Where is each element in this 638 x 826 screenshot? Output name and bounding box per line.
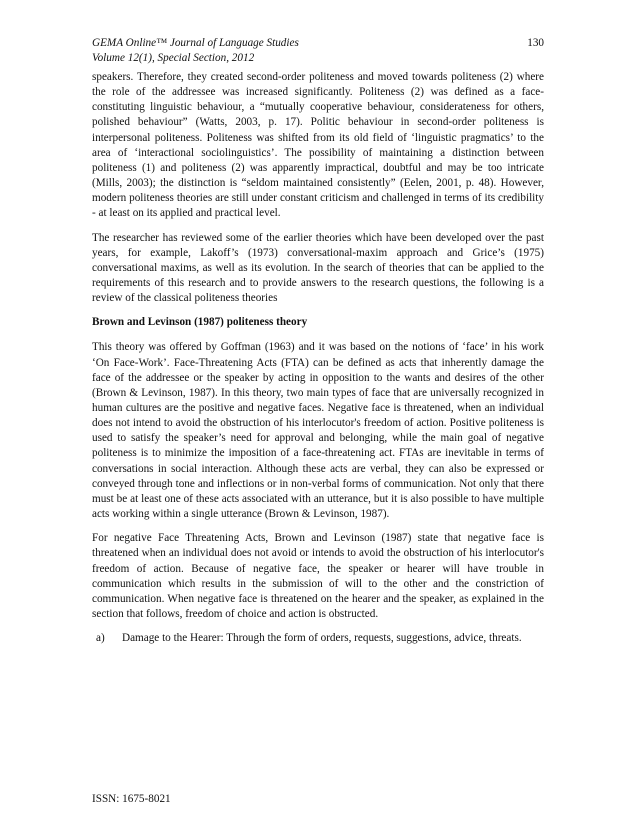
body-text: [92, 70, 544, 646]
paragraph-4: For negative Face Threatening Acts, Brown and Levinson (1987) state that negative face is threatened when an individual does not avoid or intends to avoid the obstruction of his interlocutor's freedom of action. Because of negative face, the speaker or hearer will have trouble in communication which results in the submission of will to the other and the constriction of communication. When negative face is threatened on the hearer and the speaker, as explained in the section that follows, freedom of choice and action is obstructed.: [92, 532, 544, 620]
running-header: [92, 36, 544, 66]
list-item-text: Damage to the Hearer: Through the form of orders, requests, suggestions, advice, threats.: [122, 632, 522, 645]
list-item: [96, 631, 544, 646]
paragraph-3: This theory was offered by Goffman (1963) and it was based on the notions of ‘face’ in his work ‘On Face-Work’. Face-Threatening Acts (FTA) can be defined as acts that inherently damage the face of the addressee or the speaker by acting in opposition to the wants and desires of the other (Brown & Levinson, 1987). In this theory, two main types of face that are universally recognized in human cultures are the positive and negative faces. Negative face is threatened, when an individual does not intend to avoid the obstruction of his interlocutor's freedom of action. Positive politeness is used to satisfy the speaker’s need for approval and belonging, while the main goal of negative politeness is to minimize the imposition of a face-threatening act. FTAs are inevitable in terms of conversations in social interaction. Although these acts are verbal, they can also be expressed or conveyed through tone and inflections or in non-verbal forms of communication. Not only that there must be at least one of these acts associated with an utterance, but it is also possible to have multiple acts working within a single utterance (Brown & Levinson, 1987).: [92, 341, 544, 521]
list-item-marker: a): [96, 632, 105, 645]
paragraph-2: The researcher has reviewed some of the earlier theories which have been developed over the past years, for example, Lakoff’s (1973) conversational-maxim approach and Grice’s (1975) conversational maxims, as well as its evolution. In the search of theories that can be applied to the requirements of this research and to provide answers to the research questions, the following is a review of the classical politeness theories: [92, 231, 544, 305]
journal-title: GEMA Online™ Journal of Language Studies: [92, 37, 299, 49]
section-heading: Brown and Levinson (1987) politeness theory: [92, 316, 308, 329]
footer-issn: ISSN: 1675-8021: [92, 793, 171, 805]
paragraph-1: speakers. Therefore, they created second-order politeness and moved towards politeness (2) where the role of the addressee was increased significantly. Politeness (2) was defined as a face-constituting linguistic behaviour, a “mutually cooperative behaviour, considerateness for others, polished behaviour” (Watts, 2003, p. 17). Politic behaviour in second-order politeness is interpersonal politeness. Politeness was shifted from its old field of ‘linguistic pragmatics’ to the area of ‘interactional sociolinguistics’. The possibility of maintaining a distinction between politeness (1) and politeness (2) was apparently impractical, doubtful and may be too intricate (Mills, 2003); the distinction is “seldom maintained consistently” (Eelen, 2001, p. 48). However, modern politeness theories are still under constant criticism and challenged in terms of its credibility - at least on its applied and practical level.: [92, 71, 544, 220]
list: [92, 631, 544, 646]
page-number: 130: [527, 37, 544, 49]
journal-volume: Volume 12(1), Special Section, 2012: [92, 52, 255, 64]
